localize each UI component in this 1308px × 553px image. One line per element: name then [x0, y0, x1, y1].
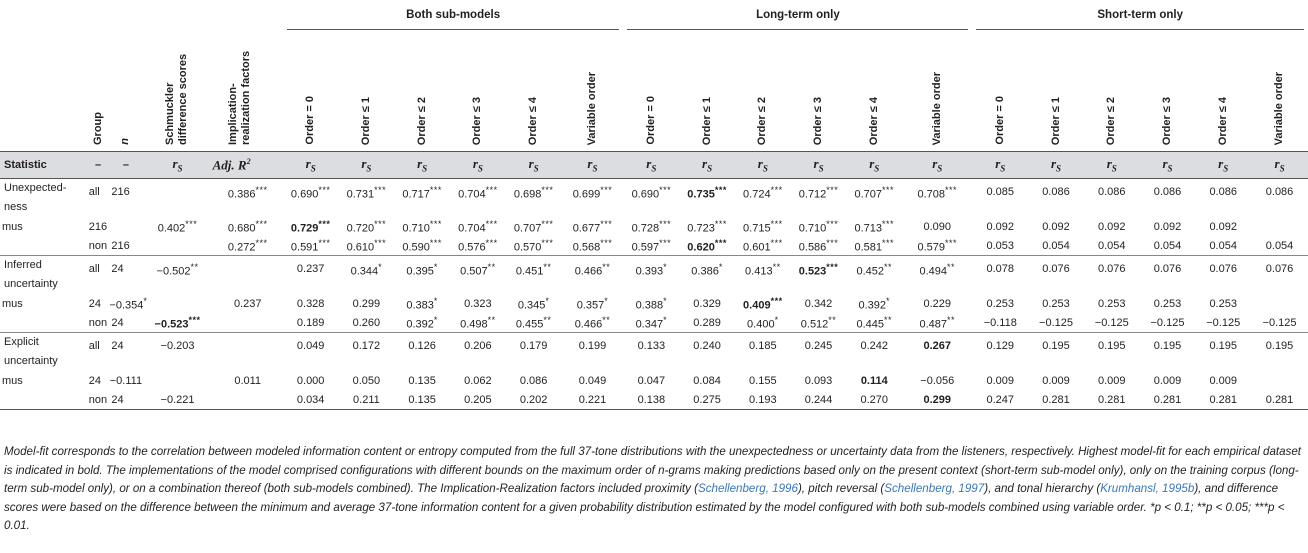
col-header-short-order-2: Order ≤ 2	[1105, 96, 1118, 145]
cell-both-5: 0.345*	[517, 295, 550, 312]
cell-short-5: 0.281	[1265, 393, 1294, 406]
cell-short-5: 0.195	[1251, 333, 1308, 360]
row-n: 24	[109, 333, 142, 360]
cell-long-4: 0.710***	[798, 218, 839, 235]
cell-both-3: 0.135	[408, 374, 436, 387]
cell-long-0: 0.690***	[631, 184, 672, 201]
statistic-rs-8: $r_S$	[735, 152, 791, 179]
cell-short-0: −0.056	[920, 374, 955, 387]
cell-long-2: 0.084	[693, 374, 721, 387]
col-header-both-order-2: Order ≤ 2	[415, 96, 428, 145]
cell-long-5: 0.713***	[854, 218, 895, 235]
cell-both-2: 0.392*	[406, 314, 438, 331]
cell-short-3: 0.253	[1097, 297, 1126, 310]
group-title-both: Both sub-models	[283, 0, 624, 30]
cell-long-4: 0.270	[860, 393, 889, 406]
cell-short-2: 0.054	[1097, 239, 1126, 252]
cell-both-2: 0.050	[352, 374, 381, 387]
row-n: 24	[109, 256, 142, 283]
col-header-both-order-3: Order ≤ 3	[471, 96, 484, 145]
row-group: non	[88, 316, 108, 329]
cell-long-2: 0.413**	[735, 256, 791, 283]
cell-both-4: 0.570***	[513, 237, 554, 254]
cell-long-0: 0.347*	[635, 314, 668, 331]
row-n: 24	[88, 374, 101, 387]
cell-long-3: 0.155	[749, 374, 777, 387]
cell-both-1: 0.731***	[346, 184, 387, 201]
statistic-dash-n: –	[109, 152, 142, 179]
cell-long-4: 0.093	[804, 374, 833, 387]
col-header-short-order-4: Order ≤ 4	[1216, 96, 1229, 145]
cell-long-5: 0.392*	[858, 295, 891, 312]
cell-short-5: 0.076	[1251, 256, 1308, 283]
cell-ir	[213, 333, 283, 360]
row-group: non	[88, 393, 108, 406]
cell-long-2: 0.185	[735, 333, 791, 360]
col-header-long-order-2: Order ≤ 2	[756, 96, 769, 145]
cell-short-0: 0.090	[923, 220, 952, 233]
table-note: Model-fit corresponds to the correlation between modeled information content or entropy computed from the full 37-tone distributions with the unexpectedness or uncertainty data from the listeners, respectively. Highest model-fit for each empirical dataset is indicated in bold. The implementations of the model comprised configurations with different bounds on the maximum order of n-grams making predictions based only on the present context (short-term sub-model only), only on the training corpus (long-term sub-model only), or on a combination thereof (both sub-models combined). The Implication-Realization factors included proximity (Schellenberg, 1996), pitch reversal (Schellenberg, 1997), and tonal hierarchy (Krumhansl, 1995b), and difference scores were based on the difference between the minimum and average 37-tone information content for a given probability distribution estimated by the model configured with both sub-models combined using variable order. *p < 0.1; **p < 0.05; ***p < 0.01.	[4, 445, 1302, 533]
cell-short-2: 0.009	[1042, 374, 1070, 387]
col-header-long-order-3: Order ≤ 3	[812, 96, 825, 145]
cell-short-3: −0.125	[1150, 316, 1185, 329]
cell-long-0: 0.138	[637, 393, 666, 406]
cell-both-0: 0.237	[233, 297, 262, 310]
cell-long-1: 0.240	[679, 333, 735, 360]
row-group: all	[88, 186, 100, 199]
cell-long-5: 0.299	[923, 393, 952, 406]
statistic-rs-10: $r_S$	[846, 152, 902, 179]
cell-long-1: 0.735***	[687, 184, 727, 201]
cell-both-3: 0.704***	[458, 184, 498, 201]
cell-long-3: 0.409***	[743, 295, 783, 312]
cell-both-4: 0.202	[519, 393, 548, 406]
cell-short-4: 0.009	[1153, 374, 1182, 387]
cell-long-2: 0.400*	[747, 314, 779, 331]
table-row	[0, 236, 1308, 256]
table-row	[0, 333, 1308, 360]
table-row	[0, 256, 1308, 283]
statistic-dash-group: –	[87, 152, 110, 179]
cell-both-0: 0.237	[283, 256, 339, 283]
cell-long-1: 0.289	[693, 316, 721, 329]
row-n: 216	[88, 220, 108, 233]
col-header-short-order-5: Variable order	[1273, 71, 1286, 145]
cell-short-3: 0.281	[1153, 393, 1182, 406]
table-row	[0, 371, 1308, 390]
statistic-rs-15: $r_S$	[1140, 152, 1196, 179]
row-group: mus	[2, 297, 23, 310]
cell-both-5: 0.466**	[561, 256, 623, 283]
row-gap	[0, 360, 1308, 371]
cell-long-4: 0.707***	[854, 184, 895, 201]
cell-both-5: 0.699***	[572, 184, 613, 201]
cell-short-2: 0.092	[1042, 220, 1070, 233]
cell-long-1: 0.047	[637, 374, 666, 387]
cell-ir: 0.386***	[227, 184, 268, 201]
cell-long-5: 0.579***	[917, 237, 958, 254]
col-header-long-order-4: Order ≤ 4	[867, 96, 880, 145]
cell-short-5: 0.054	[1265, 239, 1294, 252]
row-n: 24	[111, 316, 124, 329]
cell-both-1: 0.729***	[290, 218, 331, 235]
cell-long-1: 0.728***	[631, 218, 672, 235]
cell-schmuckler: −0.354*	[109, 295, 148, 312]
cell-both-5: 0.466**	[574, 314, 611, 331]
statistic-rs-4: $r_S$	[506, 152, 562, 179]
cell-short-0: 0.078	[972, 256, 1028, 283]
statistic-rs-5: $r_S$	[561, 152, 623, 179]
cell-long-2: 0.724***	[743, 184, 783, 201]
cell-both-0: 0.189	[296, 316, 325, 329]
table-row	[0, 390, 1308, 409]
cell-short-5: −0.125	[1262, 316, 1297, 329]
cell-both-4: 0.698***	[513, 184, 554, 201]
col-header-schmuckler: Schmuckler difference scores	[163, 53, 189, 145]
cell-both-5: 0.221	[578, 393, 607, 406]
statistic-rs-1: $r_S$	[339, 152, 395, 179]
cell-both-1: 0.610***	[346, 237, 387, 254]
group-title-short: Short-term only	[972, 0, 1308, 30]
cell-both-5: 0.707***	[513, 218, 554, 235]
cell-both-2: 0.135	[408, 393, 436, 406]
cell-long-3: 0.244	[804, 393, 833, 406]
statistic-rs-6: $r_S$	[623, 152, 679, 179]
cell-long-0: 0.133	[623, 333, 679, 360]
cell-short-4: 0.253	[1153, 297, 1182, 310]
cell-short-1: 0.009	[986, 374, 1015, 387]
col-header-both-order-1: Order ≤ 1	[359, 96, 372, 145]
cell-short-1: 0.092	[986, 220, 1015, 233]
statistic-adj-r2: Adj. $R^2$	[213, 152, 283, 179]
statistic-rs-11: $r_S$	[902, 152, 972, 179]
row-group: mus	[2, 374, 23, 387]
cell-both-1: 0.000	[296, 374, 325, 387]
cell-ir: 0.272***	[227, 237, 268, 254]
cell-both-3: 0.205	[464, 393, 492, 406]
cell-short-0: 0.085	[986, 186, 1015, 199]
col-header-short-order-3: Order ≤ 3	[1160, 96, 1173, 145]
cell-short-5: 0.253	[1209, 297, 1237, 310]
cell-long-1: 0.386*	[679, 256, 735, 283]
cell-long-1: 0.275	[693, 393, 721, 406]
cell-both-1: 0.172	[339, 333, 395, 360]
row-gap	[0, 206, 1308, 217]
cell-both-2: 0.126	[394, 333, 450, 360]
cell-short-2: 0.086	[1097, 186, 1126, 199]
statistic-rs-12: $r_S$	[972, 152, 1028, 179]
cell-short-5: 0.009	[1209, 374, 1237, 387]
cell-short-3: 0.195	[1140, 333, 1196, 360]
cell-ir	[213, 313, 283, 333]
cell-short-0: 0.229	[923, 297, 952, 310]
cell-both-4: 0.323	[464, 297, 492, 310]
cell-long-5: 0.487**	[919, 314, 956, 331]
cell-ir	[142, 294, 212, 313]
row-group: all	[87, 256, 110, 283]
statistic-rs-7: $r_S$	[679, 152, 735, 179]
cell-short-3: 0.092	[1097, 220, 1126, 233]
cell-both-2: 0.590***	[402, 237, 442, 254]
cell-long-0: 0.597***	[631, 237, 672, 254]
cell-both-3: 0.576***	[458, 237, 498, 254]
cell-both-4: 0.704***	[458, 218, 498, 235]
cell-long-0: 0.049	[578, 374, 607, 387]
col-header-both-order-4: Order ≤ 4	[527, 96, 540, 145]
cell-short-4: 0.281	[1209, 393, 1237, 406]
cell-both-2: 0.299	[352, 297, 381, 310]
cell-both-0: 0.034	[296, 393, 325, 406]
statistic-rs-schmuckler: $r_S$	[142, 152, 212, 179]
cell-long-4: 0.342	[804, 297, 833, 310]
cell-both-3: 0.507**	[450, 256, 506, 283]
cell-short-0: 0.129	[972, 333, 1028, 360]
cell-long-3: 0.586***	[798, 237, 839, 254]
row-n: 24	[88, 297, 101, 310]
cell-long-3: 0.512**	[800, 314, 837, 331]
cell-ir: 0.402***	[157, 218, 198, 235]
cell-long-2: 0.329	[693, 297, 721, 310]
cell-long-1: 0.620***	[687, 237, 727, 254]
statistic-rs-3: $r_S$	[450, 152, 506, 179]
cell-schmuckler: −0.203	[142, 333, 212, 360]
row-n: 216	[111, 239, 130, 252]
col-header-both-order-0: Order = 0	[304, 96, 317, 145]
cell-short-4: 0.076	[1195, 256, 1251, 283]
cell-both-0: 0.591***	[290, 237, 331, 254]
cell-long-0: 0.677***	[572, 218, 613, 235]
cell-long-3: 0.712***	[798, 184, 839, 201]
cell-short-2: 0.253	[1042, 297, 1070, 310]
citation-schellenberg-1996[interactable]: Schellenberg, 1996	[698, 482, 798, 496]
cell-long-3: 0.715***	[743, 218, 783, 235]
cell-ir	[142, 371, 212, 390]
cell-short-0: 0.247	[986, 393, 1015, 406]
group-header-row	[0, 0, 1308, 30]
cell-both-1: 0.211	[353, 393, 380, 406]
cell-both-4: 0.455**	[515, 314, 552, 331]
cell-long-5: 0.708***	[917, 184, 958, 201]
statistic-label: Statistic	[0, 152, 87, 179]
cell-both-2: 0.717***	[402, 184, 442, 201]
cell-short-3: 0.076	[1140, 256, 1196, 283]
cell-both-0: 0.011	[234, 374, 262, 387]
statistic-rs-9: $r_S$	[791, 152, 847, 179]
citation-schellenberg-1997[interactable]: Schellenberg, 1997	[884, 482, 985, 496]
col-header-ir: Implication-realization factors	[226, 50, 252, 145]
cell-long-5: 0.114	[860, 374, 888, 387]
cell-short-0: −0.118	[983, 316, 1017, 329]
table-row	[0, 313, 1308, 333]
cell-ir	[213, 390, 283, 409]
cell-both-5: 0.199	[561, 333, 623, 360]
cell-long-2: 0.723***	[687, 218, 727, 235]
block-label: Unexpected- ness	[4, 182, 67, 213]
cell-long-4: 0.242	[846, 333, 902, 360]
cell-short-1: 0.281	[1042, 393, 1070, 406]
cell-ir	[213, 256, 283, 283]
cell-short-3: 0.054	[1153, 239, 1182, 252]
block-label: Inferred uncertainty	[0, 256, 87, 295]
cell-schmuckler: −0.502**	[142, 256, 212, 283]
col-header-short-order-0: Order = 0	[993, 96, 1006, 145]
row-group: all	[87, 333, 110, 360]
row-group: non	[88, 239, 108, 252]
cell-long-4: 0.581***	[854, 237, 895, 254]
statistic-rs-0: $r_S$	[283, 152, 339, 179]
cell-short-4: 0.195	[1195, 333, 1251, 360]
cell-both-3: 0.383*	[406, 295, 438, 312]
cell-long-5: 0.494**	[902, 256, 972, 283]
cell-long-4: 0.452**	[846, 256, 902, 283]
row-n: 216	[111, 186, 130, 199]
cell-both-4: 0.179	[506, 333, 562, 360]
col-header-both-order-5: Variable order	[585, 71, 598, 145]
cell-both-1: 0.260	[352, 316, 381, 329]
cell-both-1: 0.344*	[339, 256, 395, 283]
cell-long-0: 0.393*	[623, 256, 679, 283]
cell-both-3: 0.710***	[402, 218, 442, 235]
cell-short-4: 0.086	[1209, 186, 1237, 199]
statistic-row	[0, 152, 1308, 179]
cell-schmuckler: −0.523***	[154, 314, 201, 331]
cell-long-2: 0.193	[749, 393, 777, 406]
cell-short-5: 0.092	[1209, 220, 1237, 233]
row-group: mus	[2, 220, 23, 233]
cell-both-2: 0.720***	[346, 218, 387, 235]
group-title-long: Long-term only	[623, 0, 972, 30]
statistic-rs-13: $r_S$	[1028, 152, 1084, 179]
cell-both-0: 0.680***	[227, 218, 268, 235]
cell-long-3: 0.245	[791, 333, 847, 360]
cell-both-3: 0.206	[450, 333, 506, 360]
col-header-group: Group	[91, 112, 104, 145]
statistic-rs-17: $r_S$	[1251, 152, 1308, 179]
cell-short-4: −0.125	[1206, 316, 1241, 329]
cell-short-4: 0.054	[1209, 239, 1237, 252]
statistic-rs-14: $r_S$	[1084, 152, 1140, 179]
table-row	[0, 294, 1308, 313]
cell-both-2: 0.395*	[394, 256, 450, 283]
cell-both-1: 0.328	[296, 297, 325, 310]
cell-schmuckler: −0.111	[109, 374, 143, 387]
col-header-long-order-1: Order ≤ 1	[700, 96, 713, 145]
cell-short-3: 0.009	[1097, 374, 1126, 387]
cell-short-1: 0.076	[1028, 256, 1084, 283]
col-header-short-order-1: Order ≤ 1	[1049, 96, 1062, 145]
cell-short-2: −0.125	[1094, 316, 1129, 329]
cell-both-0: 0.049	[283, 333, 339, 360]
row-n: 24	[111, 393, 124, 406]
cell-short-1: 0.253	[986, 297, 1015, 310]
cell-short-2: 0.281	[1097, 393, 1126, 406]
citation-krumhansl-1995b[interactable]: Krumhansl, 1995b	[1100, 482, 1195, 496]
cell-both-4: 0.451**	[506, 256, 562, 283]
table-row	[0, 179, 1308, 206]
cell-short-2: 0.076	[1084, 256, 1140, 283]
col-header-n: n	[119, 138, 132, 145]
table-row	[0, 217, 1308, 236]
block-label: Explicit uncertainty	[0, 333, 87, 372]
cell-long-2: 0.601***	[743, 237, 783, 254]
cell-short-4: 0.092	[1153, 220, 1182, 233]
statistic-rs-16: $r_S$	[1195, 152, 1251, 179]
cell-both-3: 0.498**	[460, 314, 496, 331]
row-gap	[0, 283, 1308, 294]
cell-short-2: 0.195	[1084, 333, 1140, 360]
cell-short-1: 0.054	[1042, 239, 1070, 252]
cell-schmuckler: −0.221	[160, 393, 195, 406]
cell-short-1: 0.086	[1042, 186, 1070, 199]
cell-long-4: 0.445**	[856, 314, 893, 331]
cell-long-1: 0.388*	[635, 295, 668, 312]
statistic-rs-2: $r_S$	[394, 152, 450, 179]
cell-both-0: 0.690***	[290, 184, 331, 201]
cell-long-0: 0.357*	[576, 295, 609, 312]
cell-short-5: 0.086	[1265, 186, 1294, 199]
cell-both-5: 0.086	[519, 374, 548, 387]
cell-short-0: 0.053	[986, 239, 1015, 252]
cell-short-1: −0.125	[1039, 316, 1073, 329]
cell-short-1: 0.195	[1028, 333, 1084, 360]
cell-long-5: 0.267	[902, 333, 972, 360]
column-header-row	[0, 30, 1308, 152]
cell-long-3: 0.523***	[791, 256, 847, 283]
cell-short-3: 0.086	[1153, 186, 1182, 199]
cell-both-5: 0.568***	[572, 237, 613, 254]
col-header-long-order-5: Variable order	[930, 71, 943, 145]
col-header-long-order-0: Order = 0	[644, 96, 657, 145]
cell-both-4: 0.062	[464, 374, 492, 387]
